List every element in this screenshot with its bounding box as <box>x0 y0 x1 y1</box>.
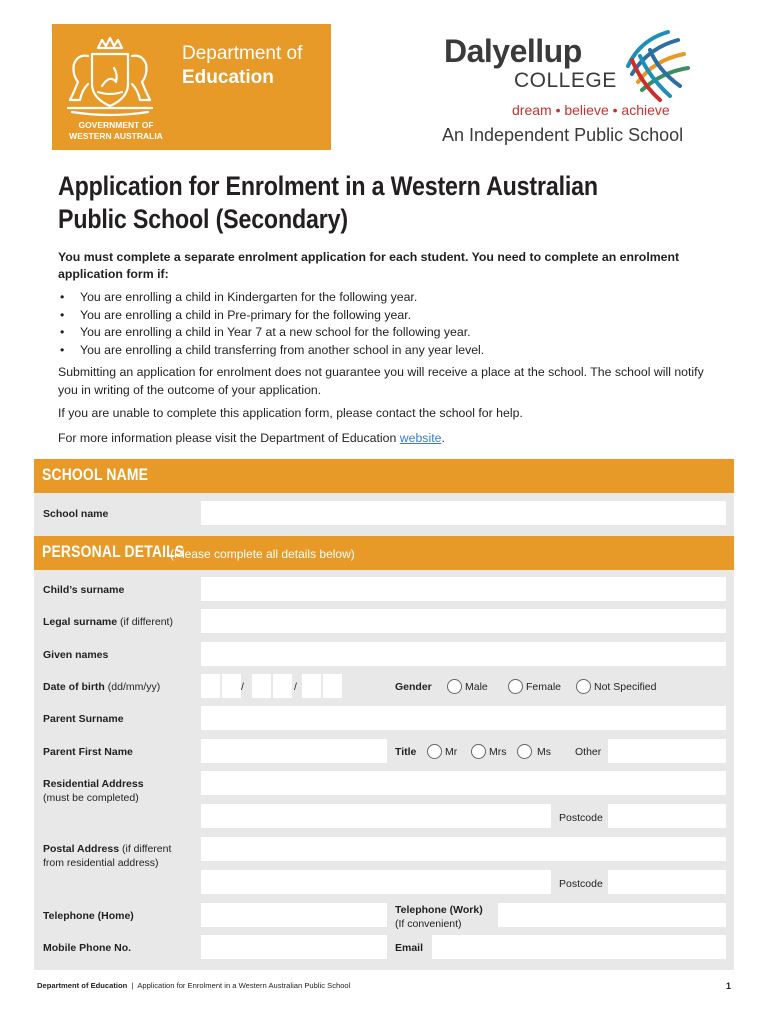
postal-address-note-1: (if different <box>121 843 172 855</box>
more-info-end: . <box>441 431 445 445</box>
website-link[interactable]: website <box>399 431 442 445</box>
title-mr-radio[interactable] <box>427 744 442 759</box>
gender-label: Gender <box>395 681 432 693</box>
email-label: Email <box>395 942 424 954</box>
dob-day-digit-1[interactable] <box>201 674 220 698</box>
title-ms-label: Ms <box>537 746 551 758</box>
postal-postcode-field[interactable] <box>608 870 726 894</box>
footer-department: Department of Education <box>37 981 128 990</box>
parent-first-name-field[interactable] <box>201 739 387 763</box>
list-item: • You are enrolling a child in Pre-primary for the following year. <box>58 307 708 325</box>
section-note: (Please complete all details below) <box>170 547 355 561</box>
enrolment-form <box>34 459 734 970</box>
postal-address-text: Postal Address <box>43 843 120 855</box>
college-emblem-icon <box>622 26 694 104</box>
gender-male-label: Male <box>465 681 488 693</box>
gender-female-radio[interactable] <box>508 679 523 694</box>
department-name <box>182 42 302 90</box>
residential-address-label: Residential Address <box>43 778 144 790</box>
title-line-2: Public School (Secondary) <box>58 204 348 234</box>
gender-female-label: Female <box>526 681 562 693</box>
page-number: 1 <box>726 981 732 991</box>
gender-male-radio[interactable] <box>447 679 462 694</box>
postal-address-field-line-2[interactable] <box>201 870 551 894</box>
title-line-1: Application for Enrolment in a Western Australian <box>58 171 598 201</box>
college-motto: dream • believe • achieve <box>512 102 670 118</box>
telephone-home-field[interactable] <box>201 903 387 927</box>
postal-address-label <box>43 843 171 856</box>
list-item: • You are enrolling a child in Kindergarten for the following year. <box>58 289 708 307</box>
given-names-label: Given names <box>43 649 109 661</box>
title-mrs-label: Mrs <box>489 746 507 758</box>
help-paragraph: If you are unable to complete this application form, please contact the school for help. <box>58 406 523 420</box>
college-logo <box>440 24 700 150</box>
postal-address-field-line-1[interactable] <box>201 837 726 861</box>
college-tagline: An Independent Public School <box>442 125 684 145</box>
postal-postcode-label: Postcode <box>559 878 603 890</box>
mobile-phone-field[interactable] <box>201 935 387 959</box>
section-title: SCHOOL NAME <box>42 465 149 484</box>
college-name: Dalyellup <box>444 33 582 69</box>
school-name-label: School name <box>43 508 109 520</box>
intro-text: You must complete a separate enrolment application for each student. You need to complete an enrolment application form if: <box>58 250 680 281</box>
dob-year-digit-1[interactable] <box>302 674 321 698</box>
residential-postcode-label: Postcode <box>559 812 603 824</box>
more-info-paragraph <box>58 430 708 448</box>
footer-separator: | <box>131 981 134 990</box>
postal-address-note-2: from residential address) <box>43 857 159 869</box>
mobile-phone-label: Mobile Phone No. <box>43 942 132 954</box>
residential-postcode-field[interactable] <box>608 804 726 828</box>
parent-surname-field[interactable] <box>201 706 726 730</box>
title-mr-label: Mr <box>445 746 458 758</box>
department-line-1: Department of <box>182 43 303 64</box>
telephone-work-note: (If convenient) <box>395 918 462 930</box>
telephone-home-label: Telephone (Home) <box>43 910 134 922</box>
coat-of-arms-icon <box>58 34 162 118</box>
title-other-field[interactable] <box>608 739 726 763</box>
legal-surname-note: (if different) <box>120 616 173 628</box>
dob-note: (dd/mm/yy) <box>107 681 161 693</box>
residential-address-note: (must be completed) <box>43 792 139 804</box>
more-info-text: For more information please visit the Department of Education <box>58 431 400 445</box>
government-label <box>56 120 176 142</box>
title-mrs-radio[interactable] <box>471 744 486 759</box>
residential-address-field-line-2[interactable] <box>201 804 551 828</box>
footer-doc-title: Application for Enrolment in a Western Australian Public School <box>137 981 351 990</box>
department-line-2: Education <box>182 67 274 88</box>
telephone-work-label: Telephone (Work) <box>395 904 483 916</box>
dob-separator: / <box>241 681 244 693</box>
dob-text: Date of birth <box>43 681 105 693</box>
parent-surname-label: Parent Surname <box>43 713 124 725</box>
gov-line-2: WESTERN AUSTRALIA <box>69 131 163 141</box>
guarantee-paragraph: Submitting an application for enrolment does not guarantee you will receive a place at the school. The school will notify you in writing of the outcome of your application. <box>58 365 704 397</box>
list-item: • You are enrolling a child transferring from another school in any year level. <box>58 342 708 360</box>
gender-not-specified-radio[interactable] <box>576 679 591 694</box>
dob-month-digit-2[interactable] <box>273 674 292 698</box>
title-ms-radio[interactable] <box>517 744 532 759</box>
residential-address-field-line-1[interactable] <box>201 771 726 795</box>
list-item: • You are enrolling a child in Year 7 at a new school for the following year. <box>58 324 708 342</box>
dob-month-digit-1[interactable] <box>252 674 271 698</box>
college-sub: COLLEGE <box>514 69 617 92</box>
dob-day-digit-2[interactable] <box>222 674 241 698</box>
gender-not-specified-label: Not Specified <box>594 681 657 693</box>
dob-label <box>43 681 160 694</box>
gov-line-1: GOVERNMENT OF <box>78 120 154 130</box>
email-field[interactable] <box>432 935 726 959</box>
department-of-education-logo <box>52 24 331 150</box>
bullet-list <box>58 289 708 359</box>
given-names-field[interactable] <box>201 642 726 666</box>
title-other-label: Other <box>575 746 602 758</box>
personal-details-section-header <box>34 536 734 570</box>
school-name-section-header <box>34 459 734 493</box>
legal-surname-field[interactable] <box>201 609 726 633</box>
dob-year-digit-2[interactable] <box>323 674 342 698</box>
dob-separator: / <box>294 681 297 693</box>
title-label: Title <box>395 746 417 758</box>
page-title <box>58 170 608 236</box>
telephone-work-field[interactable] <box>498 903 726 927</box>
section-title: PERSONAL DETAILS <box>42 542 185 561</box>
legal-surname-label <box>43 616 173 629</box>
school-name-field[interactable] <box>201 501 726 525</box>
parent-first-name-label: Parent First Name <box>43 746 133 758</box>
legal-surname-text: Legal surname <box>43 616 118 628</box>
childs-surname-label: Child’s surname <box>43 584 125 596</box>
footer <box>37 981 350 990</box>
childs-surname-field[interactable] <box>201 577 726 601</box>
